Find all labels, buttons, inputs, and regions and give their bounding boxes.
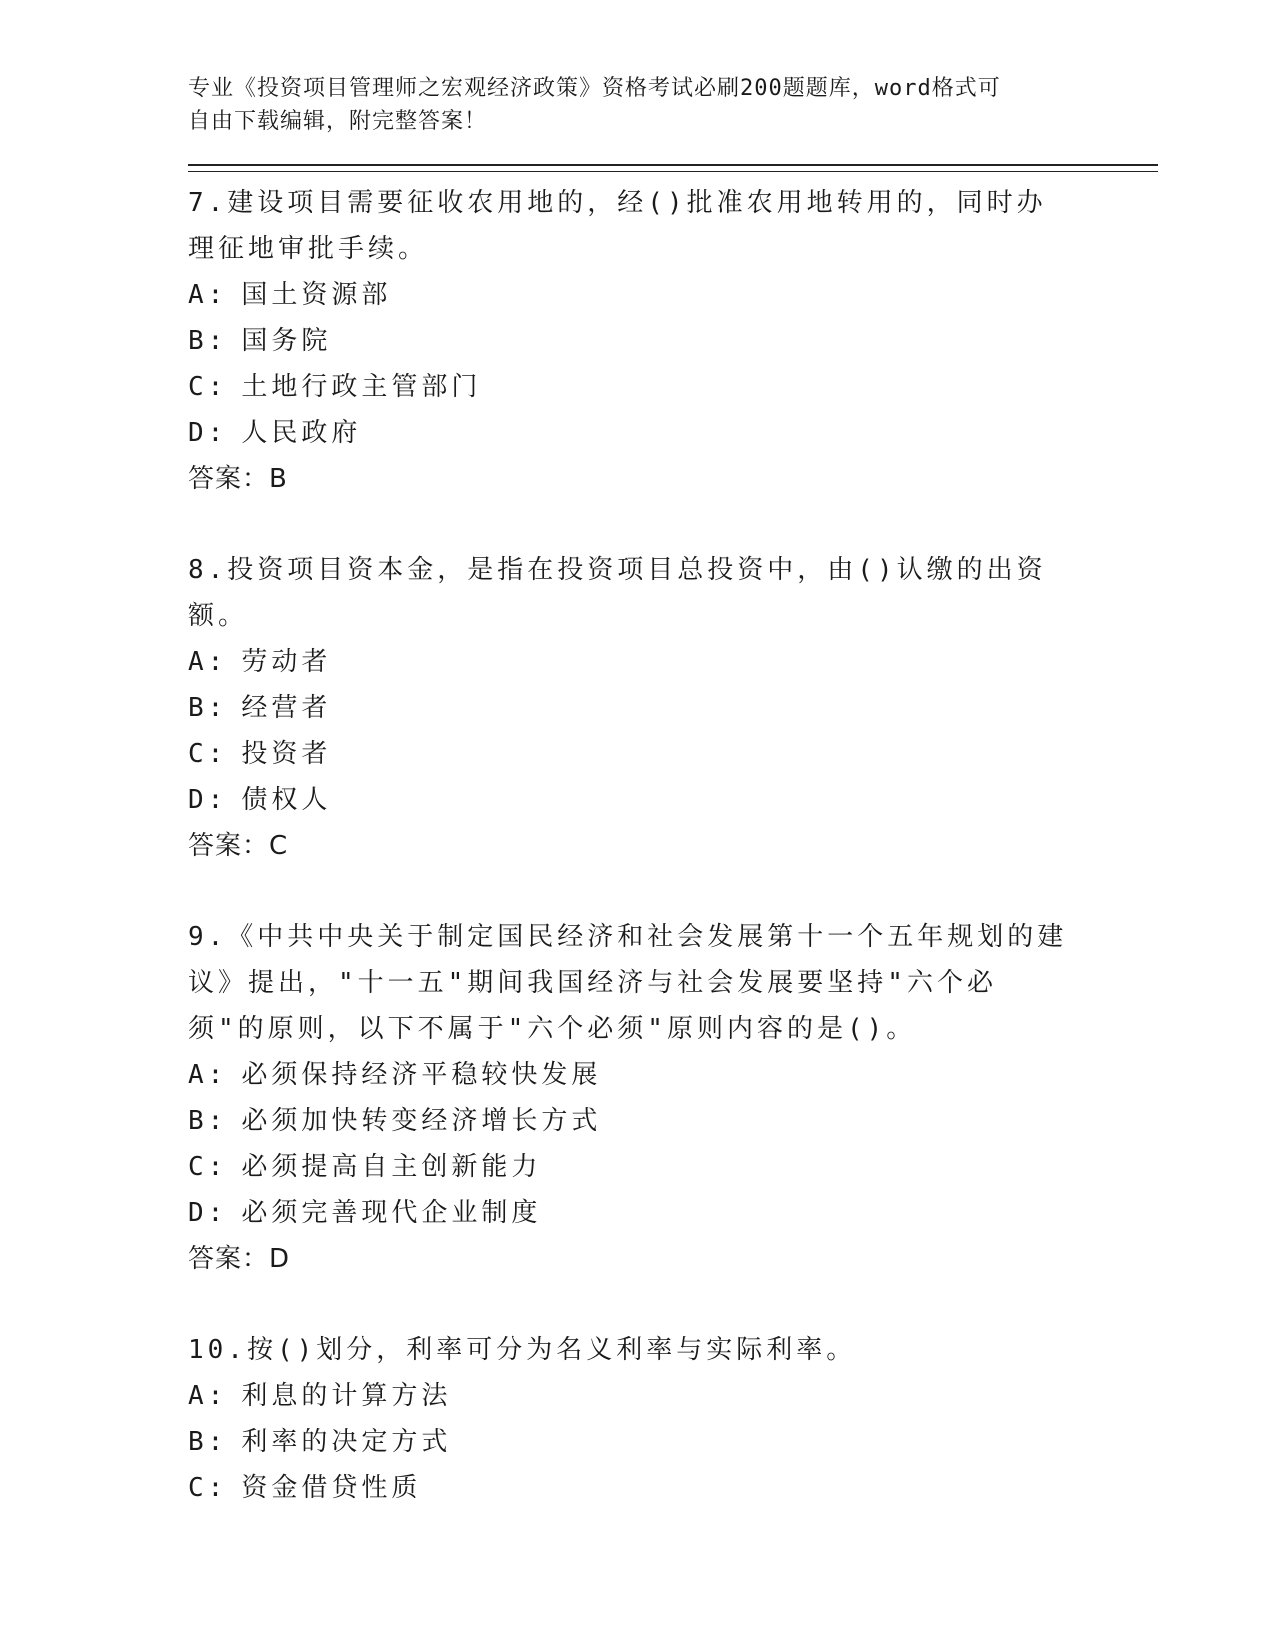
- option-a: A : 劳动者: [188, 639, 1158, 685]
- header-line-1: 专业《投资项目管理师之宏观经济政策》资格考试必刷200题题库，word格式可: [188, 76, 1001, 101]
- answer-value: C: [269, 831, 289, 861]
- document-header: [188, 72, 1088, 138]
- option-b: B : 必须加快转变经济增长方式: [188, 1098, 1158, 1144]
- option-c: C : 必须提高自主创新能力: [188, 1144, 1158, 1190]
- question-text: 8.投资项目资本金，是指在投资项目总投资中，由()认缴的出资额。: [188, 555, 1047, 631]
- option-list: [188, 1052, 1158, 1236]
- question-10: [188, 1327, 1158, 1511]
- question-7: [188, 180, 1158, 502]
- answer-label: 答案：: [188, 831, 270, 861]
- option-c: C : 资金借贷性质: [188, 1465, 1158, 1511]
- option-a: A : 国土资源部: [188, 272, 1158, 318]
- question-9: [188, 914, 1158, 1282]
- option-a: A : 必须保持经济平稳较快发展: [188, 1052, 1158, 1098]
- option-c: C : 投资者: [188, 731, 1158, 777]
- header-divider: [188, 164, 1158, 172]
- question-list: [188, 180, 1158, 1511]
- option-list: [188, 639, 1158, 823]
- answer-value: B: [269, 464, 288, 494]
- option-list: [188, 1373, 1158, 1511]
- question-text: 7.建设项目需要征收农用地的，经()批准农用地转用的，同时办理征地审批手续。: [188, 188, 1047, 264]
- question-8: [188, 547, 1158, 869]
- option-d: D : 人民政府: [188, 410, 1158, 456]
- answer-line: [188, 1236, 1158, 1282]
- question-text: 10.按()划分，利率可分为名义利率与实际利率。: [188, 1335, 857, 1365]
- question-text: 9.《中共中央关于制定国民经济和社会发展第十一个五年规划的建议》提出，"十一五"期间我国经济与社会发展要坚持"六个必须"的原则，以下不属于"六个必须"原则内容的是()。: [188, 922, 1068, 1044]
- option-d: D : 必须完善现代企业制度: [188, 1190, 1158, 1236]
- option-b: B : 利率的决定方式: [188, 1419, 1158, 1465]
- header-line-2: 自由下载编辑，附完整答案！: [188, 109, 488, 134]
- answer-line: [188, 823, 1158, 869]
- option-b: B : 国务院: [188, 318, 1158, 364]
- option-d: D : 债权人: [188, 777, 1158, 823]
- answer-label: 答案：: [188, 1244, 270, 1274]
- answer-value: D: [269, 1244, 291, 1274]
- answer-line: [188, 456, 1158, 502]
- answer-label: 答案：: [188, 464, 270, 494]
- option-a: A : 利息的计算方法: [188, 1373, 1158, 1419]
- option-list: [188, 272, 1158, 456]
- option-c: C : 土地行政主管部门: [188, 364, 1158, 410]
- option-b: B : 经营者: [188, 685, 1158, 731]
- document-page: [188, 72, 1158, 1556]
